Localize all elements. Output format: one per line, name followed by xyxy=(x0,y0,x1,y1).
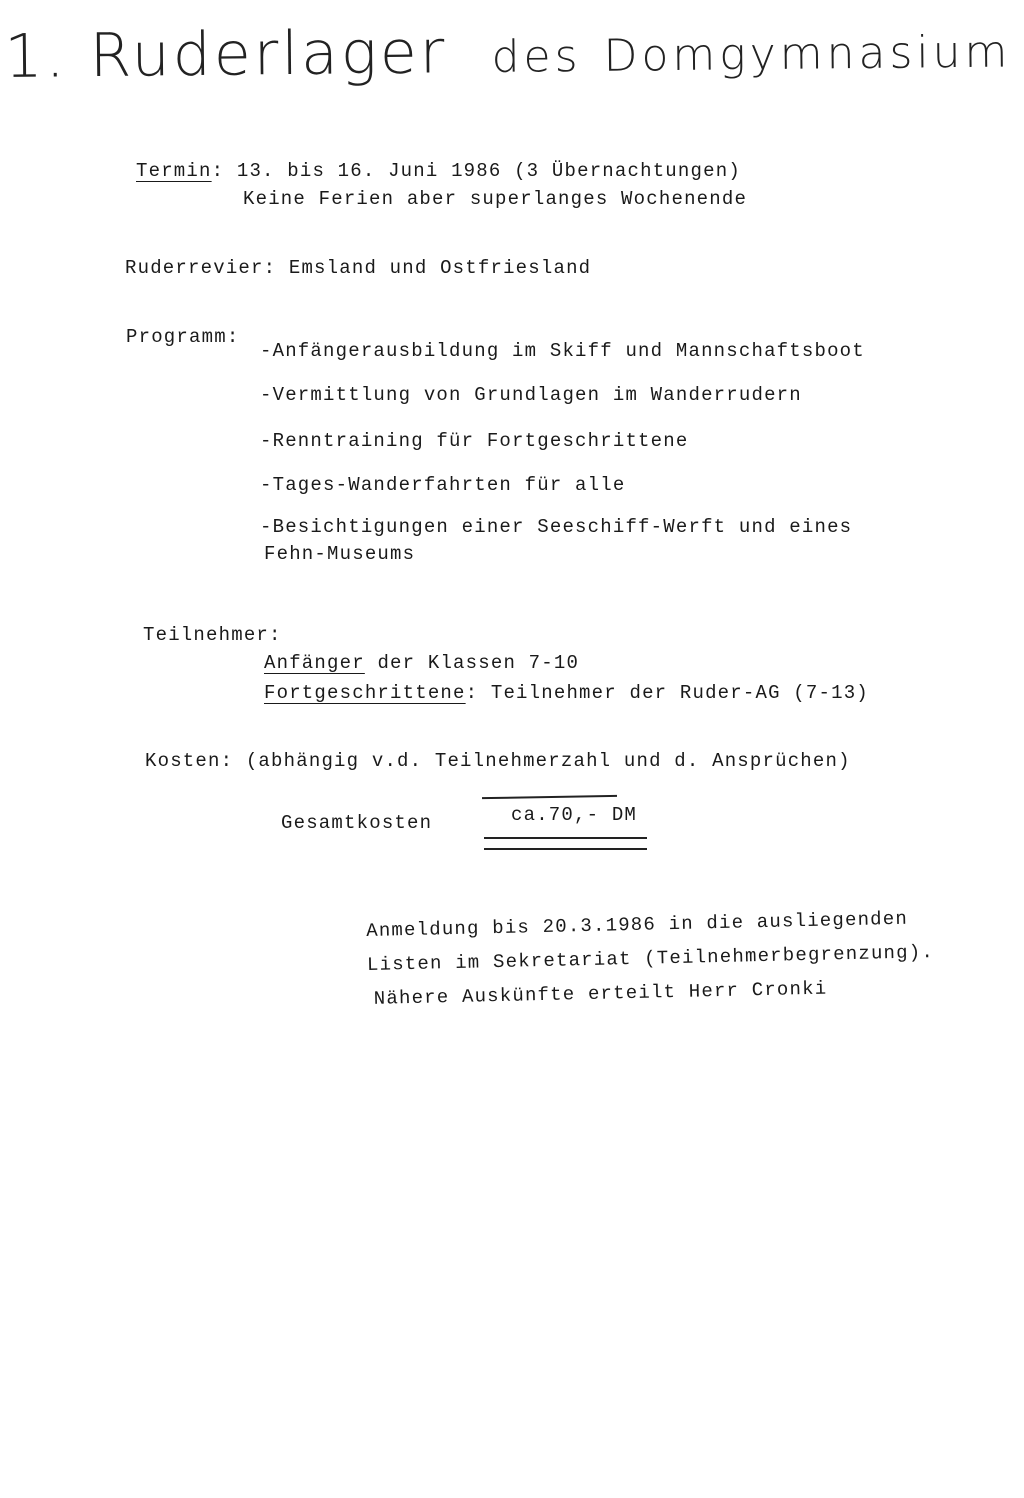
teilnehmer-advanced xyxy=(264,682,869,704)
title-word: des xyxy=(491,30,582,83)
title-word: Ruderlager xyxy=(89,17,448,92)
teilnehmer-beginner xyxy=(264,652,579,674)
revier-value: Emsland und Ostfriesland xyxy=(288,257,592,279)
programm-item: -Renntraining für Fortgeschrittene xyxy=(260,430,689,452)
programm-item: -Anfängerausbildung im Skiff und Mannschaftsboot xyxy=(260,340,865,362)
termin-line: Termin: 13. bis 16. Juni 1986 (3 Übernachtungen) xyxy=(136,160,741,182)
anmeldung-line: Listen im Sekretariat (Teilnehmerbegrenzung). xyxy=(366,941,935,976)
anmeldung-line: Anmeldung bis 20.3.1986 in die ausliegenden xyxy=(366,907,909,942)
anmeldung-line: Nähere Auskünfte erteilt Herr Cronki xyxy=(373,977,828,1010)
teilnehmer-label: Teilnehmer: xyxy=(143,624,282,646)
double-underline xyxy=(484,848,647,850)
kosten-value: (abhängig v.d. Teilnehmerzahl und d. Ansprüchen) xyxy=(245,750,851,772)
programm-label: Programm: xyxy=(126,326,240,348)
total-value: ca.70,- DM xyxy=(511,804,638,826)
kosten-label: Kosten: xyxy=(145,750,234,772)
advanced-label: Fortgeschrittene xyxy=(264,682,466,704)
programm-item: -Besichtigungen einer Seeschiff-Werft und eines xyxy=(260,516,853,538)
termin-label: Termin xyxy=(136,160,212,182)
programm-item: -Tages-Wanderfahrten für alle xyxy=(260,474,626,496)
title-number: 1. xyxy=(4,21,68,92)
programm-item: -Vermittlung von Grundlagen im Wanderrudern xyxy=(260,384,802,406)
anmeldung-block xyxy=(366,907,935,1022)
title-word: Domgymnasium xyxy=(603,26,1012,82)
total-label: Gesamtkosten xyxy=(281,812,433,834)
handwritten-title xyxy=(4,11,1012,92)
divider xyxy=(482,795,617,799)
termin-note: Keine Ferien aber superlanges Wochenende xyxy=(243,188,748,210)
double-underline xyxy=(484,837,647,839)
beginner-label: Anfänger xyxy=(264,652,365,674)
advanced-value: : Teilnehmer der Ruder-AG (7-13) xyxy=(465,682,869,704)
revier-line xyxy=(125,257,591,279)
kosten-line xyxy=(145,750,851,772)
programm-item: Fehn-Museums xyxy=(264,543,416,565)
termin-value: 13. bis 16. Juni 1986 (3 Übernachtungen) xyxy=(236,160,741,182)
revier-label: Ruderrevier: xyxy=(125,257,277,279)
beginner-value: der Klassen 7-10 xyxy=(377,652,580,674)
